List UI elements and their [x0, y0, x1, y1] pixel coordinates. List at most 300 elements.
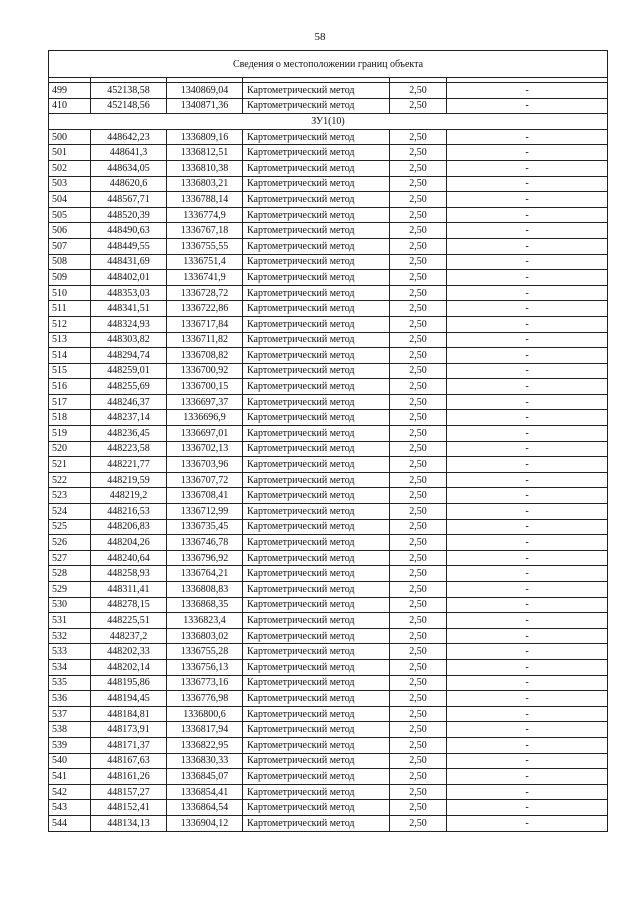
- accuracy-cell: 2,50: [390, 488, 447, 504]
- method-cell: Картометрический метод: [243, 628, 390, 644]
- description-cell: -: [447, 457, 608, 473]
- accuracy-cell: 2,50: [390, 550, 447, 566]
- accuracy-cell: 2,50: [390, 379, 447, 395]
- table-row: [49, 441, 608, 457]
- x-coordinate-cell: 448240,64: [91, 550, 167, 566]
- y-coordinate-cell: 1336830,33: [167, 753, 243, 769]
- table-title: Сведения о местоположении границ объекта: [49, 51, 608, 78]
- accuracy-cell: 2,50: [390, 472, 447, 488]
- method-cell: Картометрический метод: [243, 441, 390, 457]
- x-coordinate-cell: 448194,45: [91, 691, 167, 707]
- description-cell: -: [447, 145, 608, 161]
- accuracy-cell: 2,50: [390, 192, 447, 208]
- method-cell: Картометрический метод: [243, 472, 390, 488]
- method-cell: Картометрический метод: [243, 582, 390, 598]
- method-cell: Картометрический метод: [243, 379, 390, 395]
- method-cell: Картометрический метод: [243, 769, 390, 785]
- y-coordinate-cell: 1336774,9: [167, 207, 243, 223]
- y-coordinate-cell: 1336904,12: [167, 815, 243, 831]
- point-number-cell: 510: [49, 285, 91, 301]
- accuracy-cell: 2,50: [390, 800, 447, 816]
- point-number-cell: 533: [49, 644, 91, 660]
- description-cell: -: [447, 238, 608, 254]
- accuracy-cell: 2,50: [390, 394, 447, 410]
- x-coordinate-cell: 448202,33: [91, 644, 167, 660]
- description-cell: -: [447, 519, 608, 535]
- description-cell: -: [447, 83, 608, 99]
- table-row: [49, 613, 608, 629]
- x-coordinate-cell: 448173,91: [91, 722, 167, 738]
- x-coordinate-cell: 448204,26: [91, 535, 167, 551]
- y-coordinate-cell: 1336722,86: [167, 301, 243, 317]
- description-cell: -: [447, 597, 608, 613]
- y-coordinate-cell: 1336810,38: [167, 160, 243, 176]
- accuracy-cell: 2,50: [390, 254, 447, 270]
- section-label: ЗУ1(10): [49, 114, 608, 130]
- y-coordinate-cell: 1336803,02: [167, 628, 243, 644]
- description-cell: -: [447, 644, 608, 660]
- table-row: [49, 98, 608, 114]
- table-row: [49, 488, 608, 504]
- x-coordinate-cell: 448237,14: [91, 410, 167, 426]
- table-row: [49, 815, 608, 831]
- y-coordinate-cell: 1336696,9: [167, 410, 243, 426]
- x-coordinate-cell: 448236,45: [91, 426, 167, 442]
- point-number-cell: 526: [49, 535, 91, 551]
- method-cell: Картометрический метод: [243, 691, 390, 707]
- x-coordinate-cell: 448641,3: [91, 145, 167, 161]
- method-cell: Картометрический метод: [243, 285, 390, 301]
- method-cell: Картометрический метод: [243, 176, 390, 192]
- table-row: [49, 207, 608, 223]
- method-cell: Картометрический метод: [243, 659, 390, 675]
- x-coordinate-cell: 448184,81: [91, 706, 167, 722]
- method-cell: Картометрический метод: [243, 348, 390, 364]
- point-number-cell: 542: [49, 784, 91, 800]
- table-header-row: [49, 51, 608, 78]
- y-coordinate-cell: 1336808,83: [167, 582, 243, 598]
- point-number-cell: 525: [49, 519, 91, 535]
- x-coordinate-cell: 448225,51: [91, 613, 167, 629]
- description-cell: -: [447, 426, 608, 442]
- accuracy-cell: 2,50: [390, 426, 447, 442]
- y-coordinate-cell: 1336773,16: [167, 675, 243, 691]
- x-coordinate-cell: 448219,59: [91, 472, 167, 488]
- table-row: [49, 597, 608, 613]
- point-number-cell: 499: [49, 83, 91, 99]
- table-row: [49, 129, 608, 145]
- accuracy-cell: 2,50: [390, 285, 447, 301]
- point-number-cell: 502: [49, 160, 91, 176]
- point-number-cell: 529: [49, 582, 91, 598]
- description-cell: -: [447, 784, 608, 800]
- accuracy-cell: 2,50: [390, 98, 447, 114]
- x-coordinate-cell: 448353,03: [91, 285, 167, 301]
- x-coordinate-cell: 448219,2: [91, 488, 167, 504]
- y-coordinate-cell: 1336796,92: [167, 550, 243, 566]
- table-row: [49, 223, 608, 239]
- point-number-cell: 537: [49, 706, 91, 722]
- description-cell: -: [447, 613, 608, 629]
- table-row: [49, 316, 608, 332]
- y-coordinate-cell: 1336868,35: [167, 597, 243, 613]
- point-number-cell: 509: [49, 270, 91, 286]
- x-coordinate-cell: 448157,27: [91, 784, 167, 800]
- table-row: [49, 238, 608, 254]
- y-coordinate-cell: 1336708,82: [167, 348, 243, 364]
- accuracy-cell: 2,50: [390, 457, 447, 473]
- y-coordinate-cell: 1336728,72: [167, 285, 243, 301]
- x-coordinate-cell: 448134,13: [91, 815, 167, 831]
- y-coordinate-cell: 1336711,82: [167, 332, 243, 348]
- point-number-cell: 534: [49, 659, 91, 675]
- table-row: [49, 379, 608, 395]
- y-coordinate-cell: 1336817,94: [167, 722, 243, 738]
- description-cell: -: [447, 160, 608, 176]
- point-number-cell: 540: [49, 753, 91, 769]
- point-number-cell: 410: [49, 98, 91, 114]
- method-cell: Картометрический метод: [243, 488, 390, 504]
- x-coordinate-cell: 448294,74: [91, 348, 167, 364]
- table-row: [49, 254, 608, 270]
- point-number-cell: 538: [49, 722, 91, 738]
- x-coordinate-cell: 448278,15: [91, 597, 167, 613]
- accuracy-cell: 2,50: [390, 706, 447, 722]
- point-number-cell: 507: [49, 238, 91, 254]
- y-coordinate-cell: 1336776,98: [167, 691, 243, 707]
- accuracy-cell: 2,50: [390, 145, 447, 161]
- method-cell: Картометрический метод: [243, 800, 390, 816]
- x-coordinate-cell: 448258,93: [91, 566, 167, 582]
- accuracy-cell: 2,50: [390, 129, 447, 145]
- description-cell: -: [447, 176, 608, 192]
- y-coordinate-cell: 1336854,41: [167, 784, 243, 800]
- point-number-cell: 521: [49, 457, 91, 473]
- description-cell: -: [447, 550, 608, 566]
- description-cell: -: [447, 800, 608, 816]
- accuracy-cell: 2,50: [390, 270, 447, 286]
- x-coordinate-cell: 448246,37: [91, 394, 167, 410]
- method-cell: Картометрический метод: [243, 223, 390, 239]
- x-coordinate-cell: 448634,05: [91, 160, 167, 176]
- point-number-cell: 518: [49, 410, 91, 426]
- x-coordinate-cell: 448449,55: [91, 238, 167, 254]
- y-coordinate-cell: 1336697,37: [167, 394, 243, 410]
- description-cell: -: [447, 582, 608, 598]
- x-coordinate-cell: 448620,6: [91, 176, 167, 192]
- x-coordinate-cell: 448171,37: [91, 737, 167, 753]
- method-cell: Картометрический метод: [243, 457, 390, 473]
- table-row: [49, 426, 608, 442]
- y-coordinate-cell: 1336735,45: [167, 519, 243, 535]
- x-coordinate-cell: 448324,93: [91, 316, 167, 332]
- point-number-cell: 500: [49, 129, 91, 145]
- accuracy-cell: 2,50: [390, 691, 447, 707]
- point-number-cell: 524: [49, 504, 91, 520]
- description-cell: -: [447, 441, 608, 457]
- point-number-cell: 513: [49, 332, 91, 348]
- method-cell: Картометрический метод: [243, 613, 390, 629]
- point-number-cell: 515: [49, 363, 91, 379]
- method-cell: Картометрический метод: [243, 597, 390, 613]
- accuracy-cell: 2,50: [390, 207, 447, 223]
- method-cell: Картометрический метод: [243, 815, 390, 831]
- point-number-cell: 519: [49, 426, 91, 442]
- description-cell: -: [447, 566, 608, 582]
- table-row: [49, 722, 608, 738]
- method-cell: Картометрический метод: [243, 394, 390, 410]
- x-coordinate-cell: 452148,56: [91, 98, 167, 114]
- x-coordinate-cell: 448341,51: [91, 301, 167, 317]
- table-row: [49, 160, 608, 176]
- method-cell: Картометрический метод: [243, 426, 390, 442]
- x-coordinate-cell: 448259,01: [91, 363, 167, 379]
- x-coordinate-cell: 448402,01: [91, 270, 167, 286]
- table-row: [49, 301, 608, 317]
- table-row: [49, 83, 608, 99]
- table-body: [49, 51, 608, 832]
- method-cell: Картометрический метод: [243, 332, 390, 348]
- description-cell: -: [447, 691, 608, 707]
- accuracy-cell: 2,50: [390, 644, 447, 660]
- y-coordinate-cell: 1336756,13: [167, 659, 243, 675]
- method-cell: Картометрический метод: [243, 535, 390, 551]
- method-cell: Картометрический метод: [243, 207, 390, 223]
- point-number-cell: 523: [49, 488, 91, 504]
- table-row: [49, 504, 608, 520]
- point-number-cell: 536: [49, 691, 91, 707]
- table-row: [49, 737, 608, 753]
- table-row: [49, 582, 608, 598]
- method-cell: Картометрический метод: [243, 238, 390, 254]
- point-number-cell: 527: [49, 550, 91, 566]
- table-row: [49, 192, 608, 208]
- description-cell: -: [447, 769, 608, 785]
- accuracy-cell: 2,50: [390, 332, 447, 348]
- x-coordinate-cell: 452138,58: [91, 83, 167, 99]
- accuracy-cell: 2,50: [390, 441, 447, 457]
- y-coordinate-cell: 1336697,01: [167, 426, 243, 442]
- table-row: [49, 659, 608, 675]
- x-coordinate-cell: 448167,63: [91, 753, 167, 769]
- description-cell: -: [447, 223, 608, 239]
- accuracy-cell: 2,50: [390, 348, 447, 364]
- accuracy-cell: 2,50: [390, 83, 447, 99]
- description-cell: -: [447, 706, 608, 722]
- table-row: [49, 675, 608, 691]
- accuracy-cell: 2,50: [390, 815, 447, 831]
- method-cell: Картометрический метод: [243, 160, 390, 176]
- y-coordinate-cell: 1336700,15: [167, 379, 243, 395]
- accuracy-cell: 2,50: [390, 737, 447, 753]
- description-cell: -: [447, 98, 608, 114]
- method-cell: Картометрический метод: [243, 550, 390, 566]
- boundary-coordinates-table: [48, 50, 608, 832]
- y-coordinate-cell: 1336755,28: [167, 644, 243, 660]
- point-number-cell: 504: [49, 192, 91, 208]
- description-cell: -: [447, 332, 608, 348]
- y-coordinate-cell: 1340869,04: [167, 83, 243, 99]
- x-coordinate-cell: 448490,63: [91, 223, 167, 239]
- y-coordinate-cell: 1336708,41: [167, 488, 243, 504]
- accuracy-cell: 2,50: [390, 410, 447, 426]
- accuracy-cell: 2,50: [390, 301, 447, 317]
- accuracy-cell: 2,50: [390, 628, 447, 644]
- description-cell: -: [447, 410, 608, 426]
- point-number-cell: 505: [49, 207, 91, 223]
- accuracy-cell: 2,50: [390, 613, 447, 629]
- table-row: [49, 566, 608, 582]
- y-coordinate-cell: 1336746,78: [167, 535, 243, 551]
- table-row: [49, 800, 608, 816]
- table-row: [49, 332, 608, 348]
- point-number-cell: 503: [49, 176, 91, 192]
- description-cell: -: [447, 379, 608, 395]
- description-cell: -: [447, 675, 608, 691]
- accuracy-cell: 2,50: [390, 566, 447, 582]
- description-cell: -: [447, 628, 608, 644]
- accuracy-cell: 2,50: [390, 238, 447, 254]
- description-cell: -: [447, 270, 608, 286]
- point-number-cell: 535: [49, 675, 91, 691]
- point-number-cell: 501: [49, 145, 91, 161]
- y-coordinate-cell: 1336703,96: [167, 457, 243, 473]
- y-coordinate-cell: 1336803,21: [167, 176, 243, 192]
- method-cell: Картометрический метод: [243, 410, 390, 426]
- accuracy-cell: 2,50: [390, 316, 447, 332]
- description-cell: -: [447, 301, 608, 317]
- table-row: [49, 628, 608, 644]
- y-coordinate-cell: 1336741,9: [167, 270, 243, 286]
- page-number: 58: [314, 31, 326, 43]
- table-row: [49, 691, 608, 707]
- description-cell: -: [447, 192, 608, 208]
- x-coordinate-cell: 448223,58: [91, 441, 167, 457]
- table-row: [49, 550, 608, 566]
- x-coordinate-cell: 448152,41: [91, 800, 167, 816]
- x-coordinate-cell: 448195,86: [91, 675, 167, 691]
- point-number-cell: 531: [49, 613, 91, 629]
- y-coordinate-cell: 1336767,18: [167, 223, 243, 239]
- accuracy-cell: 2,50: [390, 519, 447, 535]
- method-cell: Картометрический метод: [243, 644, 390, 660]
- x-coordinate-cell: 448237,2: [91, 628, 167, 644]
- y-coordinate-cell: 1336788,14: [167, 192, 243, 208]
- y-coordinate-cell: 1336764,21: [167, 566, 243, 582]
- method-cell: Картометрический метод: [243, 301, 390, 317]
- description-cell: -: [447, 753, 608, 769]
- point-number-cell: 514: [49, 348, 91, 364]
- description-cell: -: [447, 207, 608, 223]
- method-cell: Картометрический метод: [243, 753, 390, 769]
- point-number-cell: 530: [49, 597, 91, 613]
- accuracy-cell: 2,50: [390, 597, 447, 613]
- method-cell: Картометрический метод: [243, 98, 390, 114]
- y-coordinate-cell: 1336822,95: [167, 737, 243, 753]
- description-cell: -: [447, 363, 608, 379]
- method-cell: Картометрический метод: [243, 363, 390, 379]
- table-row: [49, 706, 608, 722]
- description-cell: -: [447, 254, 608, 270]
- accuracy-cell: 2,50: [390, 363, 447, 379]
- table-row: [49, 270, 608, 286]
- accuracy-cell: 2,50: [390, 223, 447, 239]
- table-row: [49, 472, 608, 488]
- accuracy-cell: 2,50: [390, 769, 447, 785]
- table-row: [49, 644, 608, 660]
- y-coordinate-cell: 1336755,55: [167, 238, 243, 254]
- table-row: [49, 535, 608, 551]
- point-number-cell: 543: [49, 800, 91, 816]
- accuracy-cell: 2,50: [390, 784, 447, 800]
- point-number-cell: 511: [49, 301, 91, 317]
- method-cell: Картометрический метод: [243, 675, 390, 691]
- accuracy-cell: 2,50: [390, 659, 447, 675]
- description-cell: -: [447, 722, 608, 738]
- section-row: [49, 114, 608, 130]
- table-row: [49, 363, 608, 379]
- description-cell: -: [447, 488, 608, 504]
- description-cell: -: [447, 504, 608, 520]
- point-number-cell: 506: [49, 223, 91, 239]
- accuracy-cell: 2,50: [390, 535, 447, 551]
- table-row: [49, 348, 608, 364]
- description-cell: -: [447, 659, 608, 675]
- x-coordinate-cell: 448567,71: [91, 192, 167, 208]
- method-cell: Картометрический метод: [243, 519, 390, 535]
- y-coordinate-cell: 1336812,51: [167, 145, 243, 161]
- method-cell: Картометрический метод: [243, 784, 390, 800]
- method-cell: Картометрический метод: [243, 722, 390, 738]
- point-number-cell: 520: [49, 441, 91, 457]
- y-coordinate-cell: 1336864,54: [167, 800, 243, 816]
- y-coordinate-cell: 1336717,84: [167, 316, 243, 332]
- table-row: [49, 394, 608, 410]
- point-number-cell: 517: [49, 394, 91, 410]
- description-cell: -: [447, 737, 608, 753]
- point-number-cell: 532: [49, 628, 91, 644]
- y-coordinate-cell: 1340871,36: [167, 98, 243, 114]
- x-coordinate-cell: 448520,39: [91, 207, 167, 223]
- description-cell: -: [447, 348, 608, 364]
- table-row: [49, 457, 608, 473]
- point-number-cell: 544: [49, 815, 91, 831]
- table-row: [49, 410, 608, 426]
- x-coordinate-cell: 448202,14: [91, 659, 167, 675]
- y-coordinate-cell: 1336809,16: [167, 129, 243, 145]
- accuracy-cell: 2,50: [390, 675, 447, 691]
- y-coordinate-cell: 1336800,6: [167, 706, 243, 722]
- point-number-cell: 516: [49, 379, 91, 395]
- table-row: [49, 145, 608, 161]
- description-cell: -: [447, 394, 608, 410]
- x-coordinate-cell: 448216,53: [91, 504, 167, 520]
- accuracy-cell: 2,50: [390, 176, 447, 192]
- accuracy-cell: 2,50: [390, 753, 447, 769]
- y-coordinate-cell: 1336700,92: [167, 363, 243, 379]
- method-cell: Картометрический метод: [243, 270, 390, 286]
- point-number-cell: 508: [49, 254, 91, 270]
- accuracy-cell: 2,50: [390, 582, 447, 598]
- x-coordinate-cell: 448311,41: [91, 582, 167, 598]
- accuracy-cell: 2,50: [390, 504, 447, 520]
- table-row: [49, 769, 608, 785]
- accuracy-cell: 2,50: [390, 160, 447, 176]
- table-row: [49, 176, 608, 192]
- method-cell: Картометрический метод: [243, 192, 390, 208]
- method-cell: Картометрический метод: [243, 83, 390, 99]
- method-cell: Картометрический метод: [243, 706, 390, 722]
